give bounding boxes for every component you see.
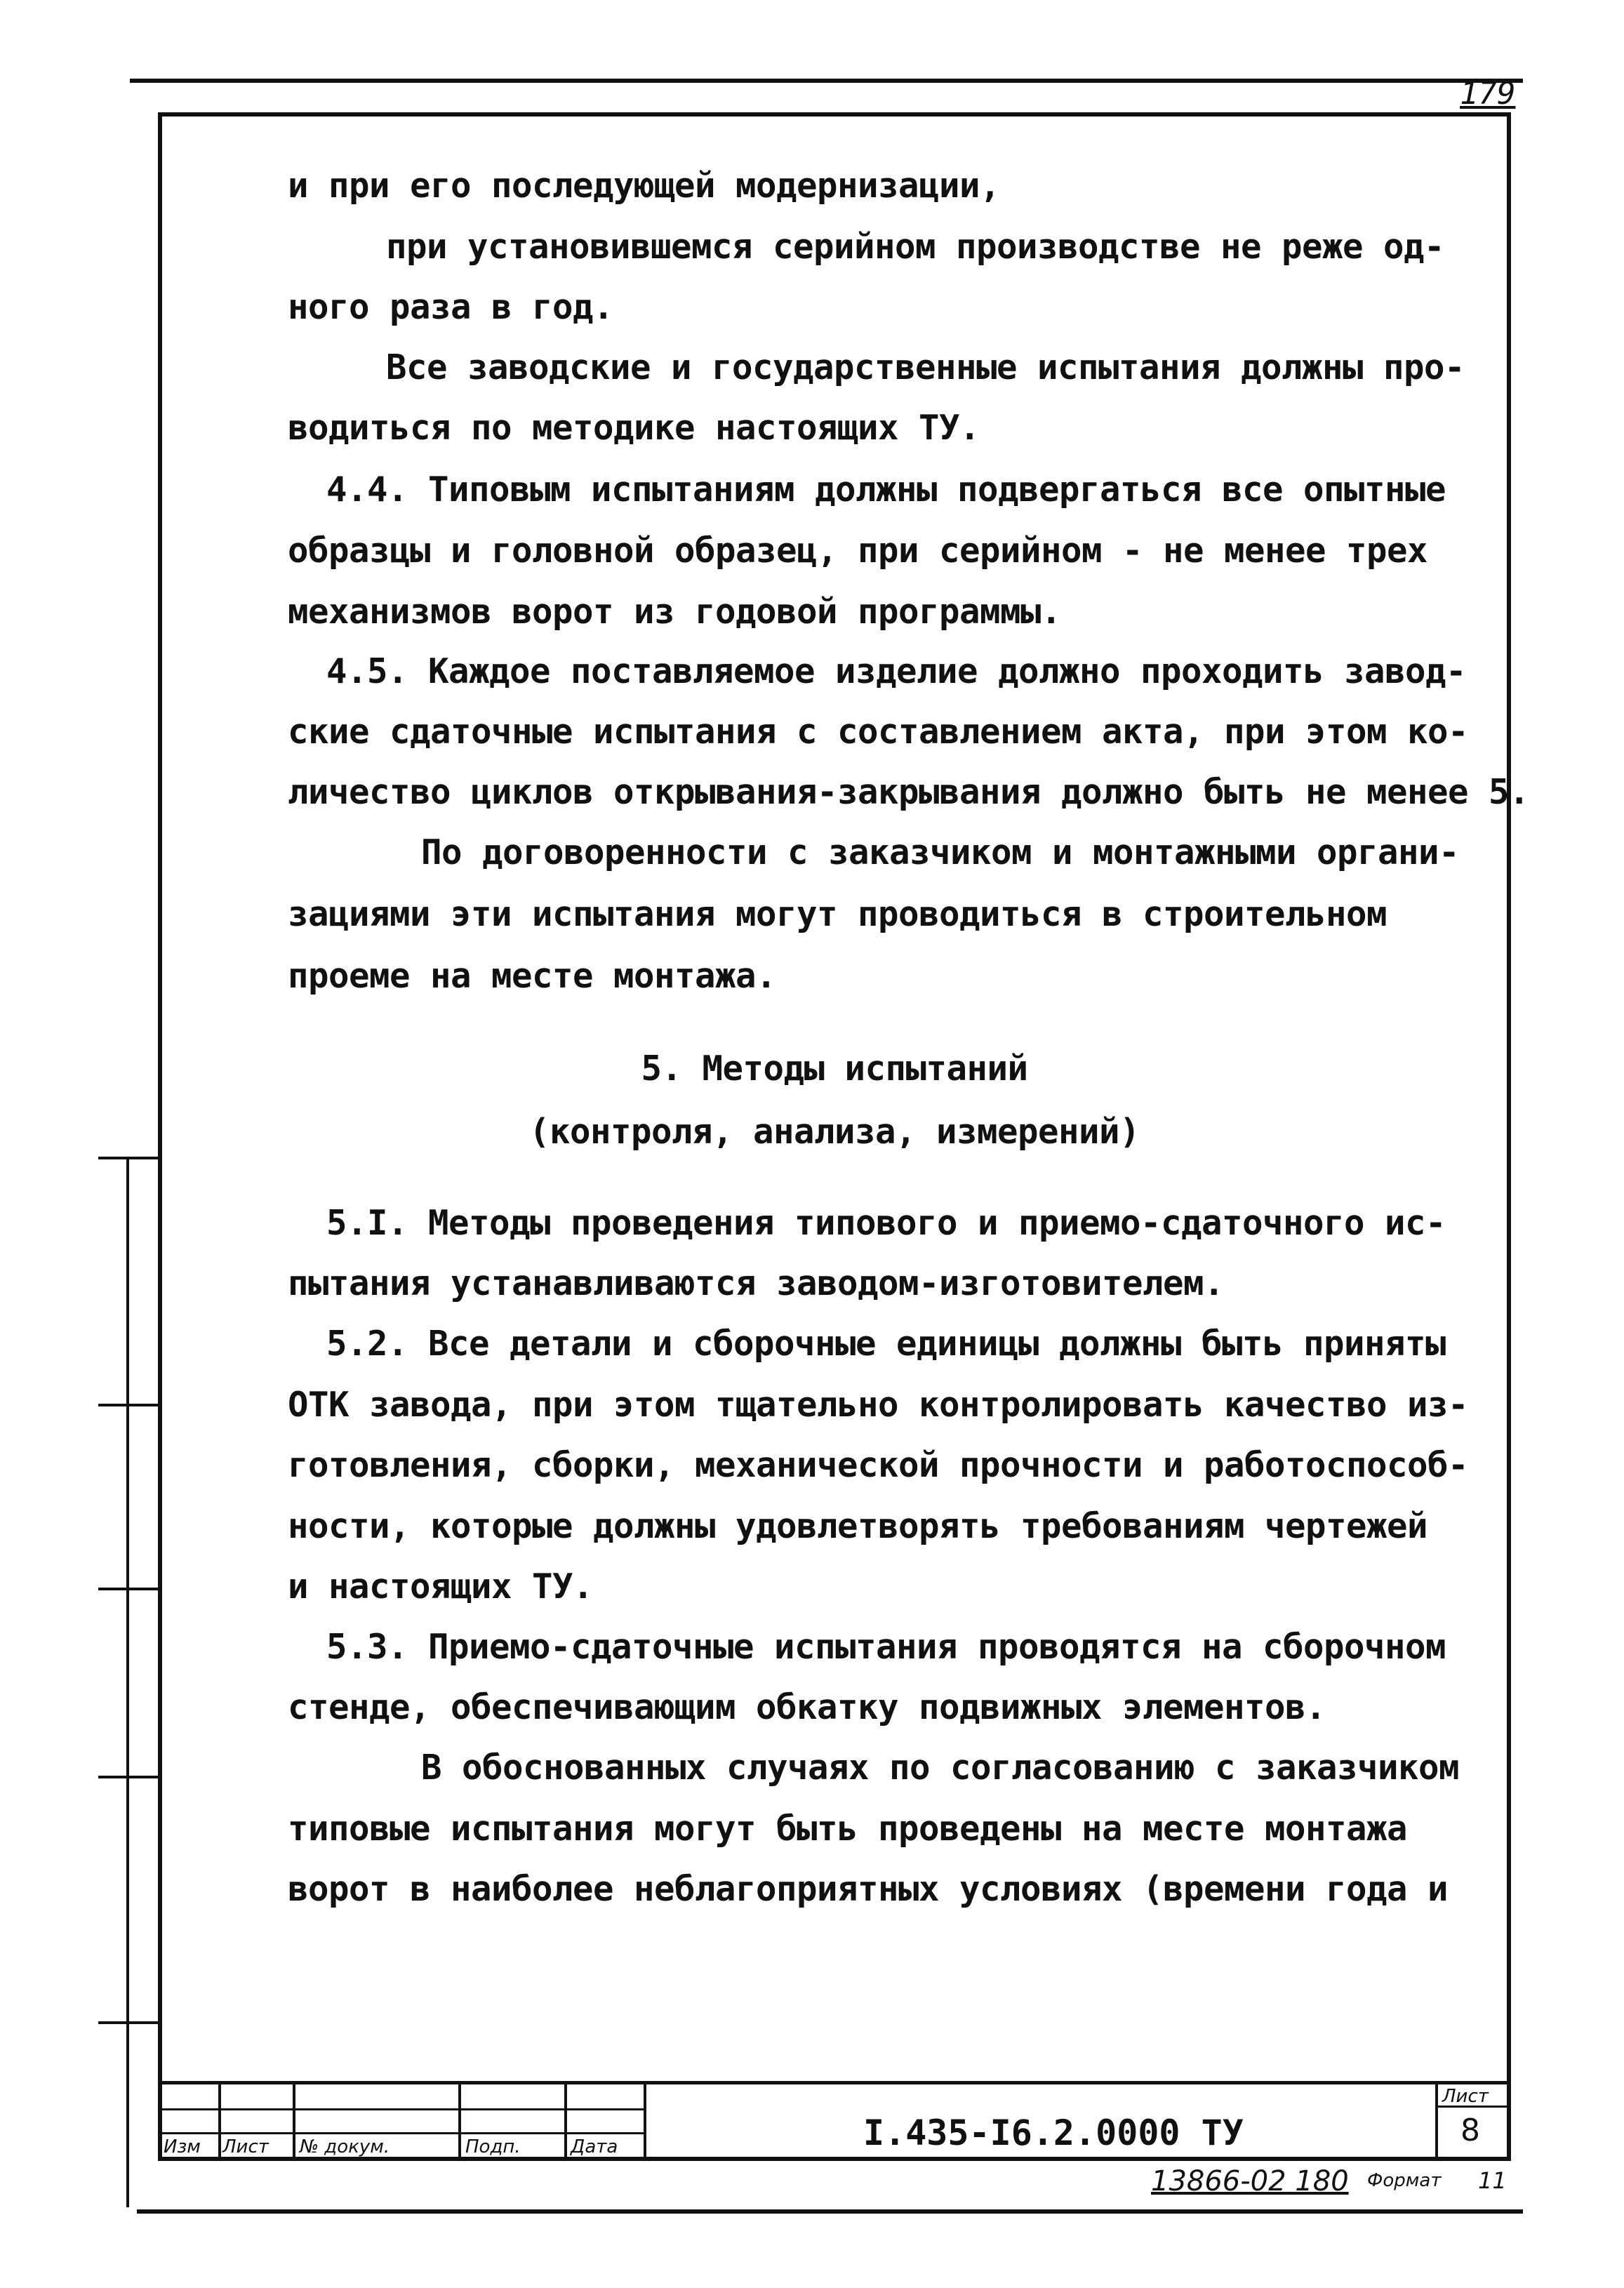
text-line: зациями эти испытания могут проводиться в строительном xyxy=(288,894,1387,934)
text-line: пытания устанавливаются заводом-изготовителем. xyxy=(288,1263,1225,1303)
col-label-change: Изм xyxy=(164,2136,201,2157)
text-line: 4.5. Каждое поставляемое изделие должно проходить завод- xyxy=(326,651,1467,691)
text-line: механизмов ворот из годовой программы. xyxy=(288,592,1062,632)
text-line: Все заводские и государственные испытания должны про- xyxy=(386,347,1465,387)
text-line: стенде, обеспечивающим обкатку подвижных элементов. xyxy=(288,1687,1326,1727)
text-line: личество циклов открывания-закрывания должно быть не менее 5. xyxy=(288,772,1530,812)
text-line: В обоснованных случаях по согласованию с заказчиком xyxy=(421,1748,1460,1788)
sheet-label: Лист xyxy=(1442,2086,1489,2107)
col-label-doc-number: № докум. xyxy=(300,2136,390,2157)
text-line: проеме на месте монтажа. xyxy=(288,956,777,996)
text-line: ности, которые должны удовлетворять требованиям чертежей xyxy=(288,1506,1428,1546)
text-line: ного раза в год. xyxy=(288,287,614,327)
title-block-col-line xyxy=(293,2084,295,2157)
text-line: ские сдаточные испытания с составлением акта, при этом ко- xyxy=(288,712,1469,752)
col-label-sheet: Лист xyxy=(222,2136,269,2157)
title-block-row-line xyxy=(162,2108,644,2110)
text-line: образцы и головной образец, при серийном - не менее трех xyxy=(288,531,1428,571)
text-line: при установившемся серийном производстве не реже од- xyxy=(386,227,1445,267)
section-heading: 5. Методы испытаний xyxy=(641,1049,1028,1089)
sheet-number-top: 179 xyxy=(1460,76,1516,112)
text-line: 5.3. Приемо-сдаточные испытания проводятся на сборочном xyxy=(326,1627,1446,1667)
text-line: типовые испытания могут быть проведены на месте монтажа xyxy=(288,1809,1408,1849)
text-line: и при его последующей модернизации, xyxy=(288,166,1001,206)
sheet-number: 8 xyxy=(1460,2113,1480,2148)
bottom-rule xyxy=(137,2209,1523,2214)
archive-number: 13866-02 180 xyxy=(1151,2165,1349,2197)
text-line: ОТК завода, при этом тщательно контролировать качество из- xyxy=(288,1385,1469,1425)
format-label: Формат xyxy=(1367,2170,1442,2191)
text-line: По договоренности с заказчиком и монтажными органи- xyxy=(421,832,1460,872)
title-block-col-line xyxy=(218,2084,221,2157)
title-block-col-line xyxy=(564,2084,567,2157)
title-block-col-line xyxy=(1435,2084,1438,2157)
title-block xyxy=(162,2081,1507,2157)
col-label-date: Дата xyxy=(571,2136,618,2157)
text-line: 5.2. Все детали и сборочные единицы должны быть приняты xyxy=(326,1324,1446,1364)
text-line: водиться по методике настоящих ТУ. xyxy=(288,408,980,448)
document-code: I.435-I6.2.0000 ТУ xyxy=(863,2113,1244,2153)
title-block-col-line xyxy=(458,2084,461,2157)
text-line: 4.4. Типовым испытаниям должны подвергаться все опытные xyxy=(326,470,1446,510)
title-block-col-line xyxy=(644,2084,646,2157)
section-subheading: (контроля, анализа, измерений) xyxy=(528,1112,1140,1152)
col-label-signature: Подп. xyxy=(465,2136,521,2157)
text-line: и настоящих ТУ. xyxy=(288,1567,594,1607)
format-value: 11 xyxy=(1478,2167,1507,2194)
text-line: 5.I. Методы проведения типового и приемо-сдаточного ис- xyxy=(326,1203,1446,1243)
title-block-row-line xyxy=(162,2132,644,2134)
text-line: готовления, сборки, механической прочности и работоспособ- xyxy=(288,1445,1469,1485)
text-line: ворот в наиболее неблагоприятных условиях (времени года и xyxy=(288,1869,1449,1909)
